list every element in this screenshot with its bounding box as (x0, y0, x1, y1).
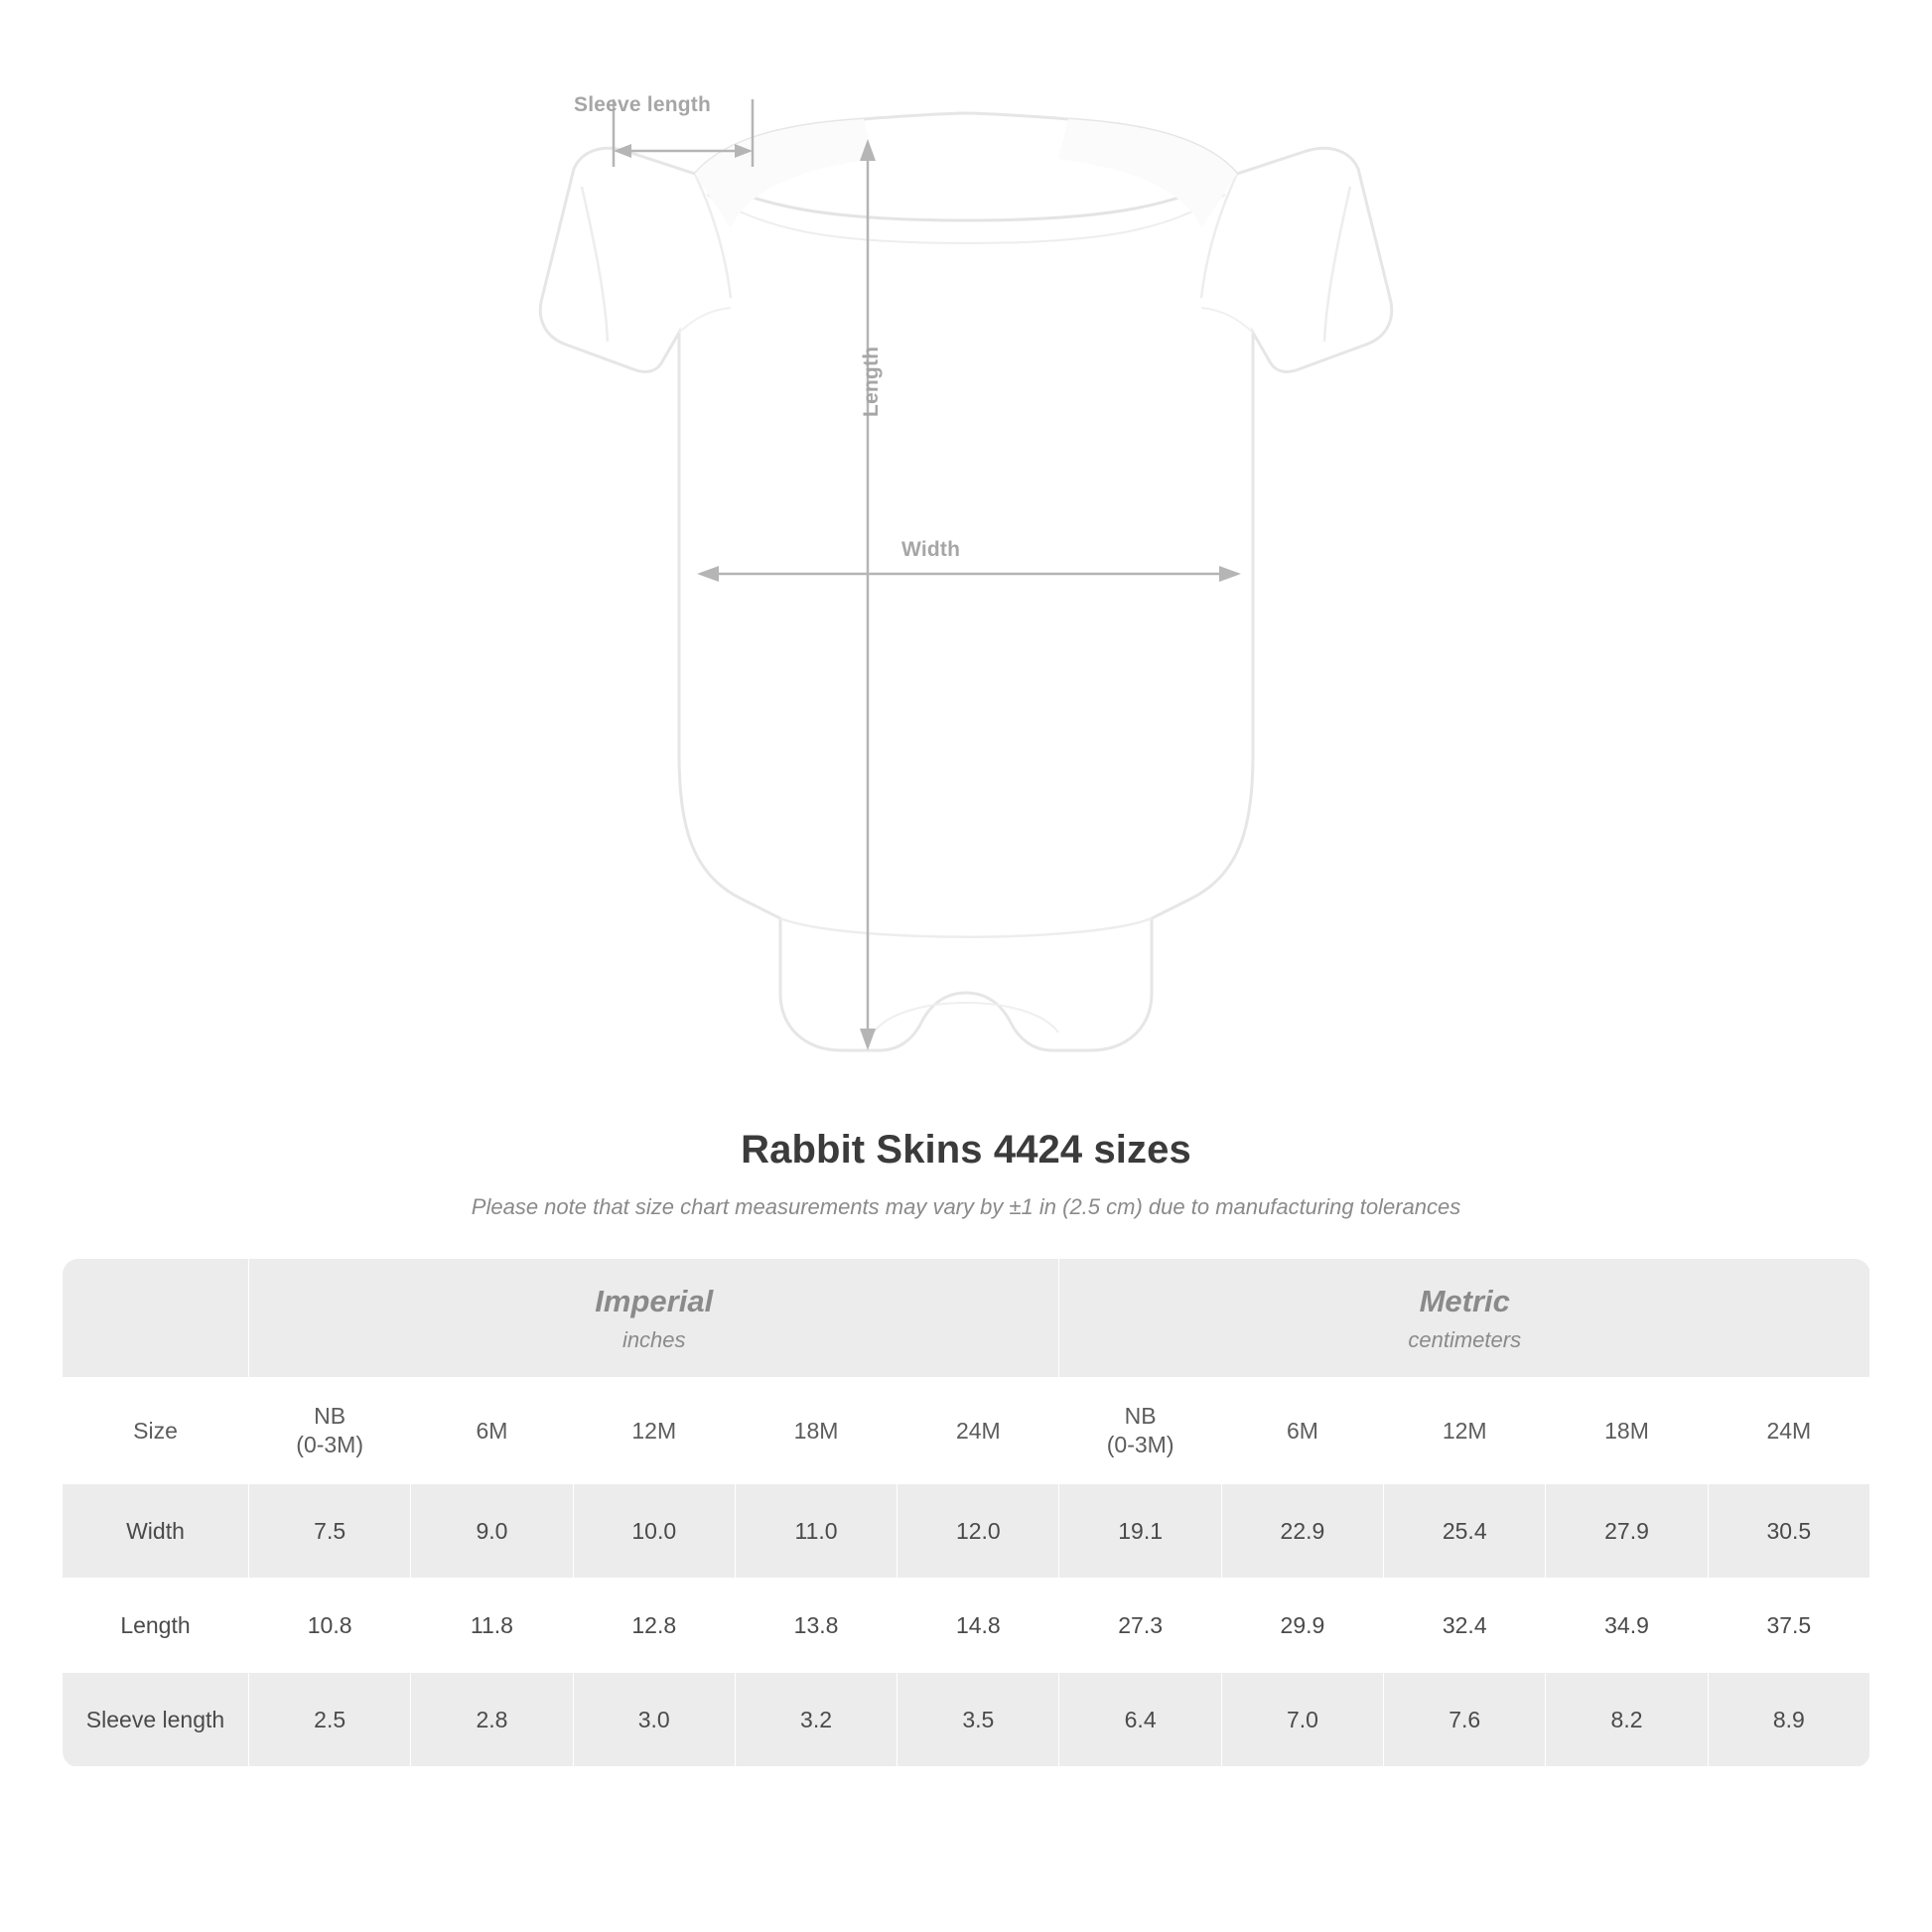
cell-length-imperial-18m: 13.8 (735, 1579, 897, 1673)
cell-sleeve-metric-24m: 8.9 (1708, 1673, 1869, 1767)
cell-width-metric-6m: 22.9 (1221, 1484, 1383, 1579)
imperial-label: Imperial (595, 1283, 714, 1318)
cell-width-imperial-6m: 9.0 (411, 1484, 573, 1579)
table-row (63, 1579, 1870, 1673)
tolerance-note: Please note that size chart measurements may vary by ±1 in (2.5 cm) due to manufacturing tolerances (471, 1194, 1461, 1219)
cell-width-imperial-18m: 11.0 (735, 1484, 897, 1579)
column-header-line2: (0-3M) (296, 1432, 364, 1457)
table-row (63, 1673, 1870, 1767)
unit-group-header-row (63, 1259, 1870, 1378)
cell-length-imperial-nb: 10.8 (249, 1579, 411, 1673)
row-label-width: Width (63, 1484, 249, 1579)
cell-width-metric-24m: 30.5 (1708, 1484, 1869, 1579)
column-header-imperial-12m: 12M (573, 1378, 735, 1484)
column-header-imperial-nb (249, 1378, 411, 1484)
cell-sleeve-imperial-24m: 3.5 (897, 1673, 1059, 1767)
column-header-imperial-18m: 18M (735, 1378, 897, 1484)
cell-length-metric-6m: 29.9 (1221, 1579, 1383, 1673)
cell-length-metric-24m: 37.5 (1708, 1579, 1869, 1673)
width-dimension-label: Width (901, 538, 961, 561)
row-label-sleeve-length: Sleeve length (63, 1673, 249, 1767)
size-chart-table (62, 1258, 1870, 1767)
cell-length-metric-nb: 27.3 (1059, 1579, 1221, 1673)
column-header-row (63, 1378, 1870, 1484)
metric-label: Metric (1419, 1283, 1510, 1318)
column-header-line1: NB (1124, 1403, 1157, 1430)
cell-sleeve-metric-18m: 8.2 (1546, 1673, 1708, 1767)
unit-group-metric (1059, 1259, 1870, 1378)
sleeve-length-dimension-label: Sleeve length (574, 93, 711, 116)
cell-width-imperial-24m: 12.0 (897, 1484, 1059, 1579)
length-dimension-label: Length (860, 345, 883, 417)
cell-sleeve-metric-12m: 7.6 (1384, 1673, 1546, 1767)
cell-sleeve-metric-6m: 7.0 (1221, 1673, 1383, 1767)
column-header-metric-nb (1059, 1378, 1221, 1484)
cell-sleeve-imperial-6m: 2.8 (411, 1673, 573, 1767)
title-block (0, 1128, 1932, 1220)
metric-units: centimeters (1408, 1326, 1522, 1352)
size-header-cell: Size (63, 1378, 249, 1484)
unit-group-imperial (249, 1259, 1059, 1378)
column-header-imperial-6m: 6M (411, 1378, 573, 1484)
table-row (63, 1484, 1870, 1579)
column-header-imperial-24m: 24M (897, 1378, 1059, 1484)
cell-width-imperial-12m: 10.0 (573, 1484, 735, 1579)
cell-sleeve-imperial-18m: 3.2 (735, 1673, 897, 1767)
column-header-metric-6m: 6M (1221, 1378, 1383, 1484)
cell-length-imperial-12m: 12.8 (573, 1579, 735, 1673)
table-corner-cell (63, 1259, 249, 1378)
column-header-metric-18m: 18M (1546, 1378, 1708, 1484)
cell-width-metric-12m: 25.4 (1384, 1484, 1546, 1579)
column-header-metric-24m: 24M (1708, 1378, 1869, 1484)
column-header-line2: (0-3M) (1106, 1432, 1174, 1457)
row-label-length: Length (63, 1579, 249, 1673)
cell-width-metric-18m: 27.9 (1546, 1484, 1708, 1579)
cell-length-metric-12m: 32.4 (1384, 1579, 1546, 1673)
cell-width-metric-nb: 19.1 (1059, 1484, 1221, 1579)
imperial-units: inches (621, 1326, 686, 1352)
cell-length-imperial-6m: 11.8 (411, 1579, 573, 1673)
cell-width-imperial-nb: 7.5 (249, 1484, 411, 1579)
cell-sleeve-metric-nb: 6.4 (1059, 1673, 1221, 1767)
column-header-metric-12m: 12M (1384, 1378, 1546, 1484)
cell-length-metric-18m: 34.9 (1546, 1579, 1708, 1673)
cell-sleeve-imperial-12m: 3.0 (573, 1673, 735, 1767)
cell-sleeve-imperial-nb: 2.5 (249, 1673, 411, 1767)
column-header-line1: NB (314, 1403, 346, 1430)
page-title: Rabbit Skins 4424 sizes (741, 1128, 1191, 1172)
cell-length-imperial-24m: 14.8 (897, 1579, 1059, 1673)
size-table-wrapper (62, 1258, 1870, 1767)
